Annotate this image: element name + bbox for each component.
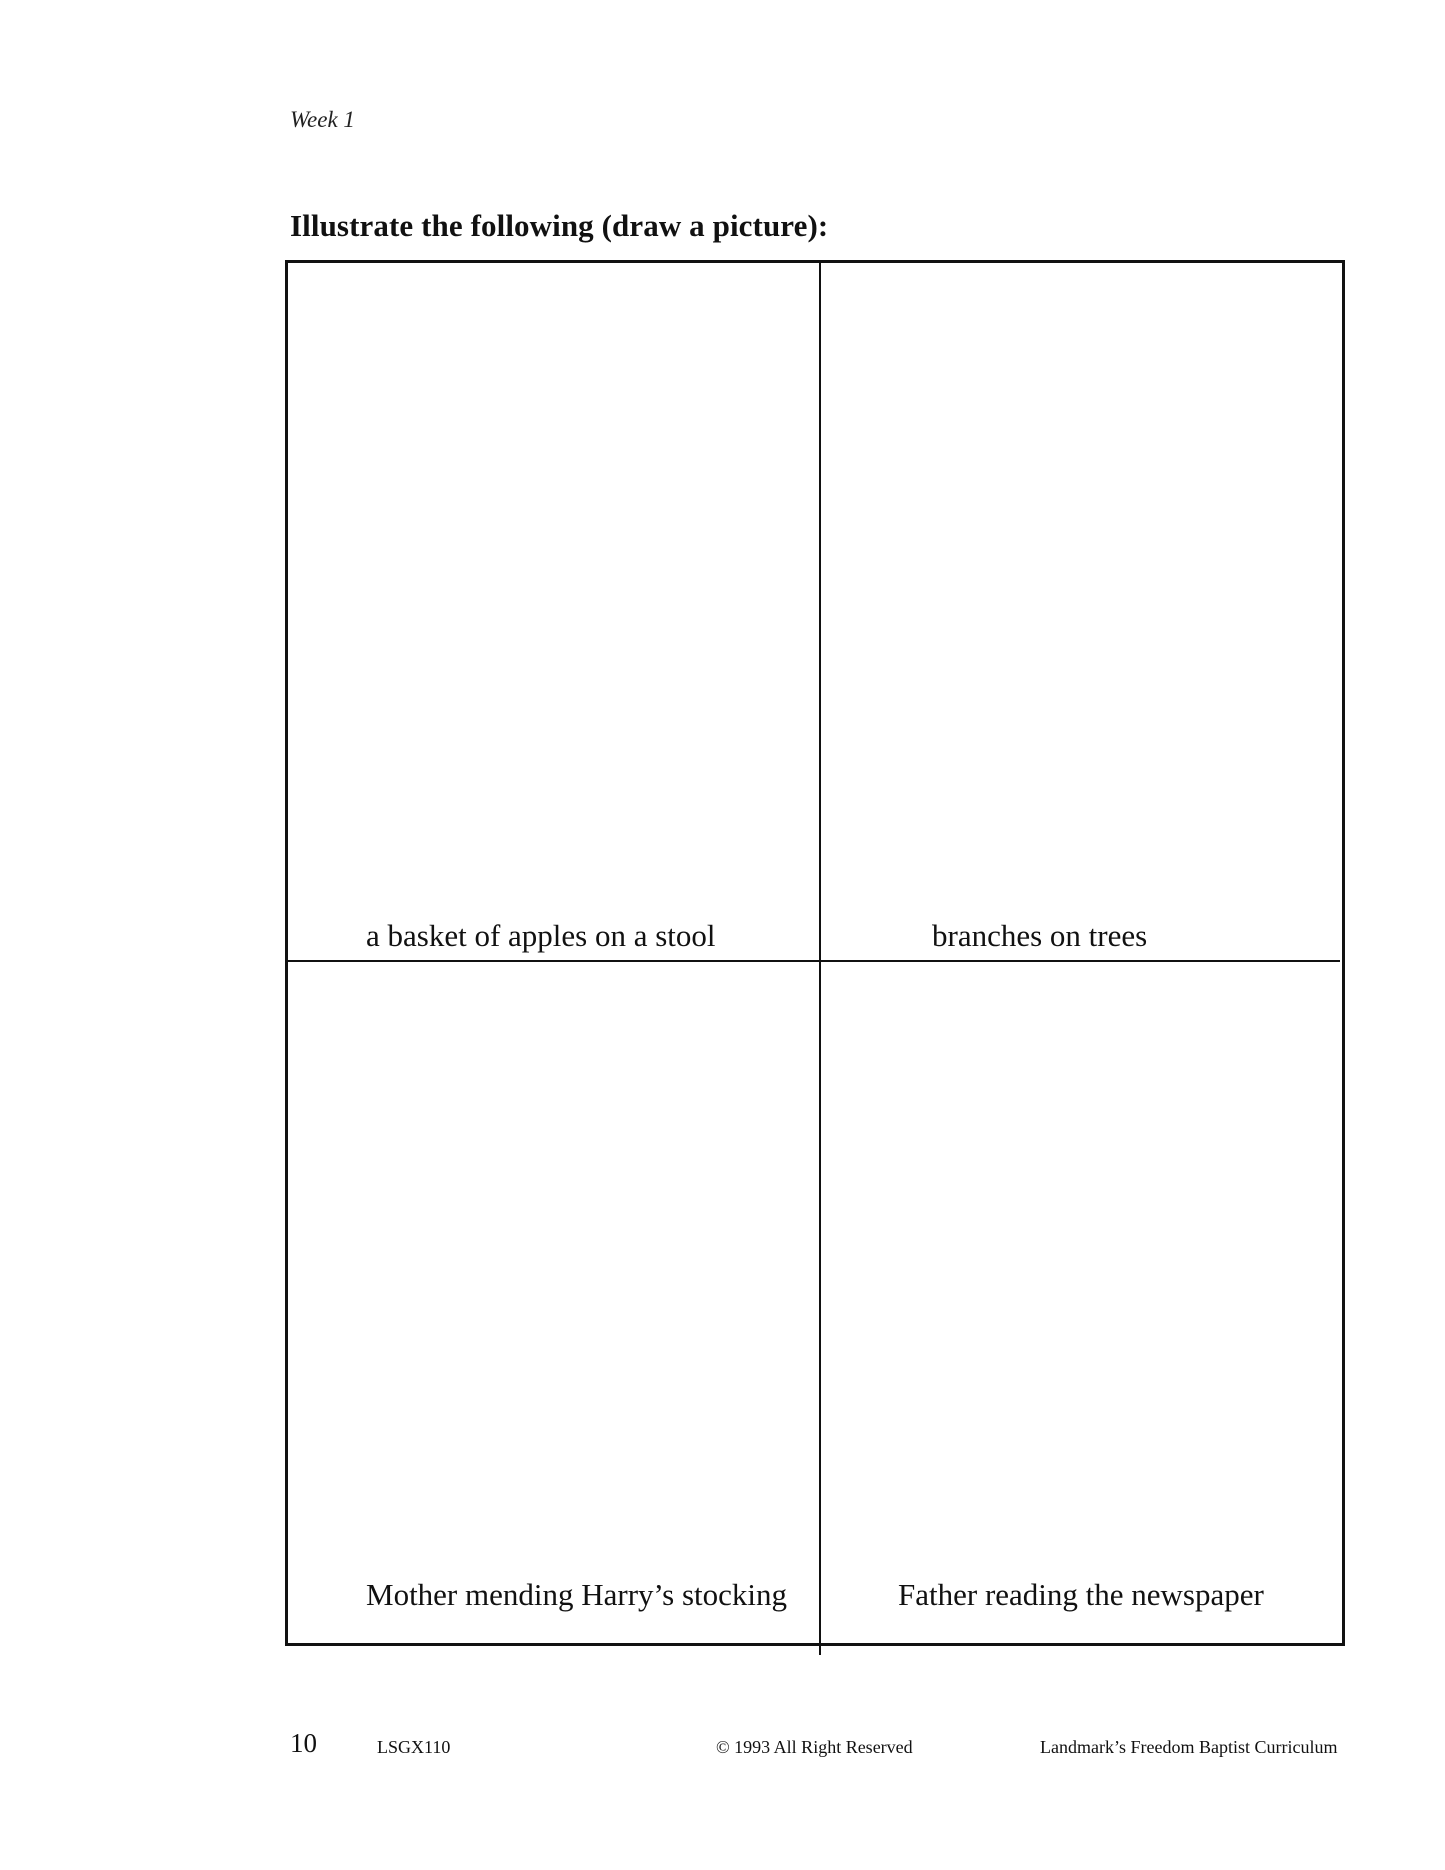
footer-copyright: © 1993 All Right Reserved xyxy=(716,1737,913,1757)
drawing-grid xyxy=(285,260,1345,1646)
panel-caption-bottom-right: Father reading the newspaper xyxy=(898,1577,1264,1612)
week-label: Week 1 xyxy=(290,107,355,132)
panel-caption-top-right: branches on trees xyxy=(932,918,1148,953)
grid-horizontal-divider xyxy=(288,960,1340,962)
footer-page-number: 10 xyxy=(290,1728,317,1758)
panel-caption-top-left: a basket of apples on a stool xyxy=(366,918,716,953)
footer-publisher: Landmark’s Freedom Baptist Curriculum xyxy=(1040,1737,1338,1757)
page-heading: Illustrate the following (draw a picture): xyxy=(290,208,829,243)
grid-vertical-divider xyxy=(819,260,821,1655)
footer-course-code: LSGX110 xyxy=(377,1737,451,1757)
page-footer xyxy=(0,1730,1445,1770)
panel-caption-bottom-left: Mother mending Harry’s stocking xyxy=(366,1577,788,1612)
